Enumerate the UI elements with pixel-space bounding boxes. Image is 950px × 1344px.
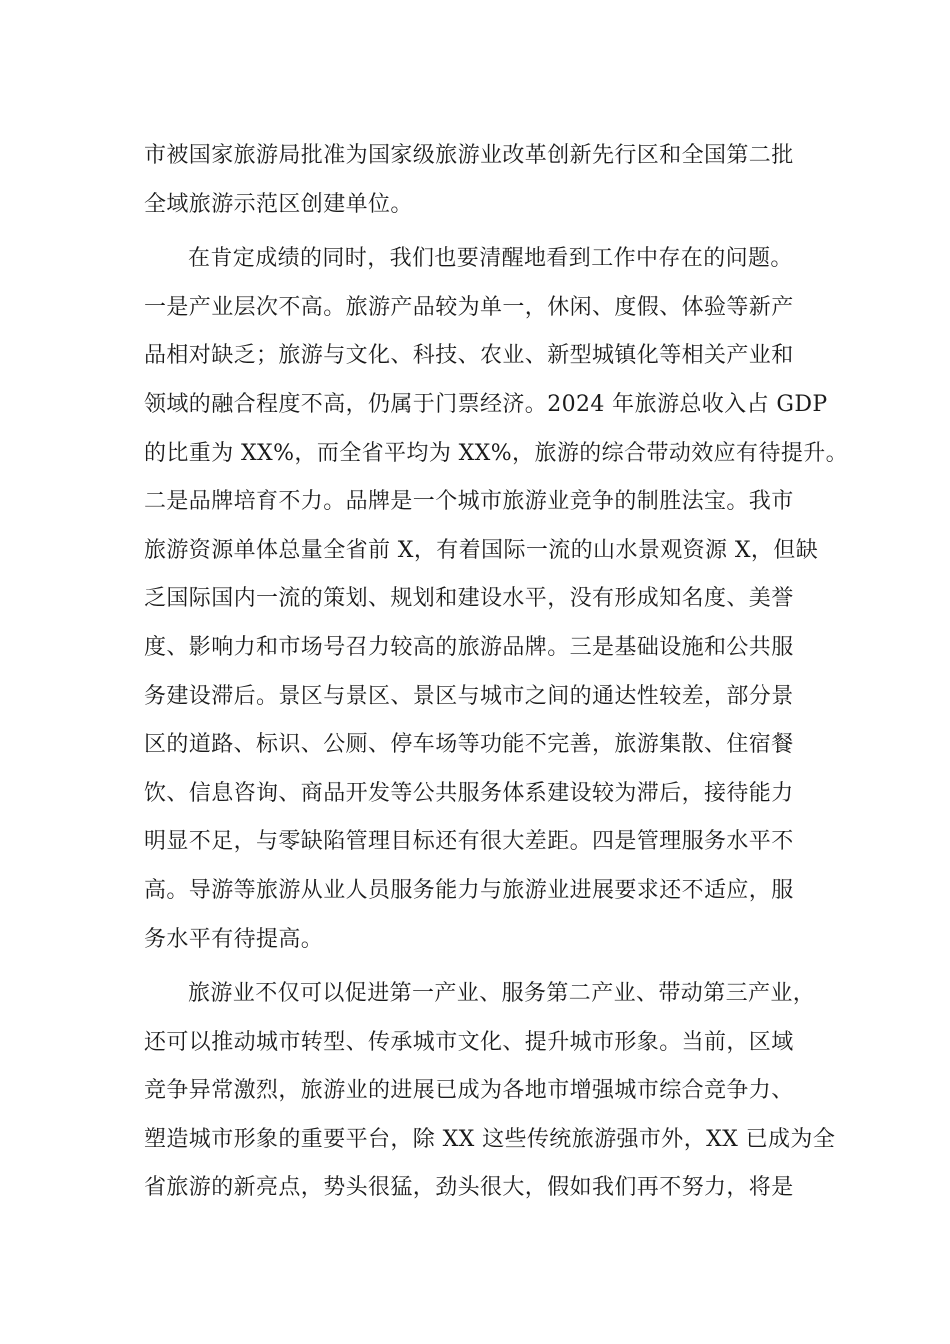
text-line: 高。导游等旅游从业人员服务能力与旅游业进展要求还不适应，服 [144,877,794,903]
text-line: 旅游资源单体总量全省前 X，有着国际一流的山水景观资源 X，但缺 [144,537,819,563]
text-line: 旅游业不仅可以促进第一产业、服务第二产业、带动第三产业， [188,981,816,1007]
text-line: 的比重为 XX%，而全省平均为 XX%，旅游的综合带动效应有待提升。 [144,440,849,466]
body-text [144,132,849,1213]
text-line: 品相对缺乏；旅游与文化、科技、农业、新型城镇化等相关产业和 [144,343,794,369]
text-line: 乏国际国内一流的策划、规划和建设水平，没有形成知名度、美誉 [144,586,794,612]
text-line: 饮、信息咨询、商品开发等公共服务体系建设较为滞后，接待能力 [144,780,794,806]
text-line: 塑造城市形象的重要平台，除 XX 这些传统旅游强市外，XX 已成为全 [144,1126,836,1152]
text-line: 度、影响力和市场号召力较高的旅游品牌。三是基础设施和公共服 [144,634,794,660]
text-line: 在肯定成绩的同时，我们也要清醒地看到工作中存在的问题。 [188,246,793,272]
text-line: 领域的融合程度不高，仍属于门票经济。2024 年旅游总收入占 GDP [144,391,828,417]
text-line: 区的道路、标识、公厕、停车场等功能不完善，旅游集散、住宿餐 [144,732,794,758]
text-line: 市被国家旅游局批准为国家级旅游业改革创新先行区和全国第二批 [144,143,794,168]
text-line: 二是品牌培育不力。品牌是一个城市旅游业竞争的制胜法宝。我市 [144,489,794,515]
text-line: 竞争异常激烈，旅游业的进展已成为各地市增强城市综合竞争力、 [144,1078,794,1104]
text-line: 务水平有待提高。 [144,926,324,952]
paragraph [144,970,836,1213]
text-line: 一是产业层次不高。旅游产品较为单一，休闲、度假、体验等新产 [144,294,794,320]
text-line: 省旅游的新亮点，势头很猛，劲头很大，假如我们再不努力，将是 [144,1175,794,1201]
paragraph [144,132,814,229]
text-line: 明显不足，与零缺陷管理目标还有很大差距。四是管理服务水平不 [144,829,794,855]
paragraph [144,235,849,964]
text-line: 全域旅游示范区创建单位。 [144,191,413,217]
text-line: 还可以推动城市转型、传承城市文化、提升城市形象。当前，区域 [144,1029,794,1055]
text-line: 务建设滞后。景区与景区、景区与城市之间的通达性较差，部分景 [144,683,794,709]
